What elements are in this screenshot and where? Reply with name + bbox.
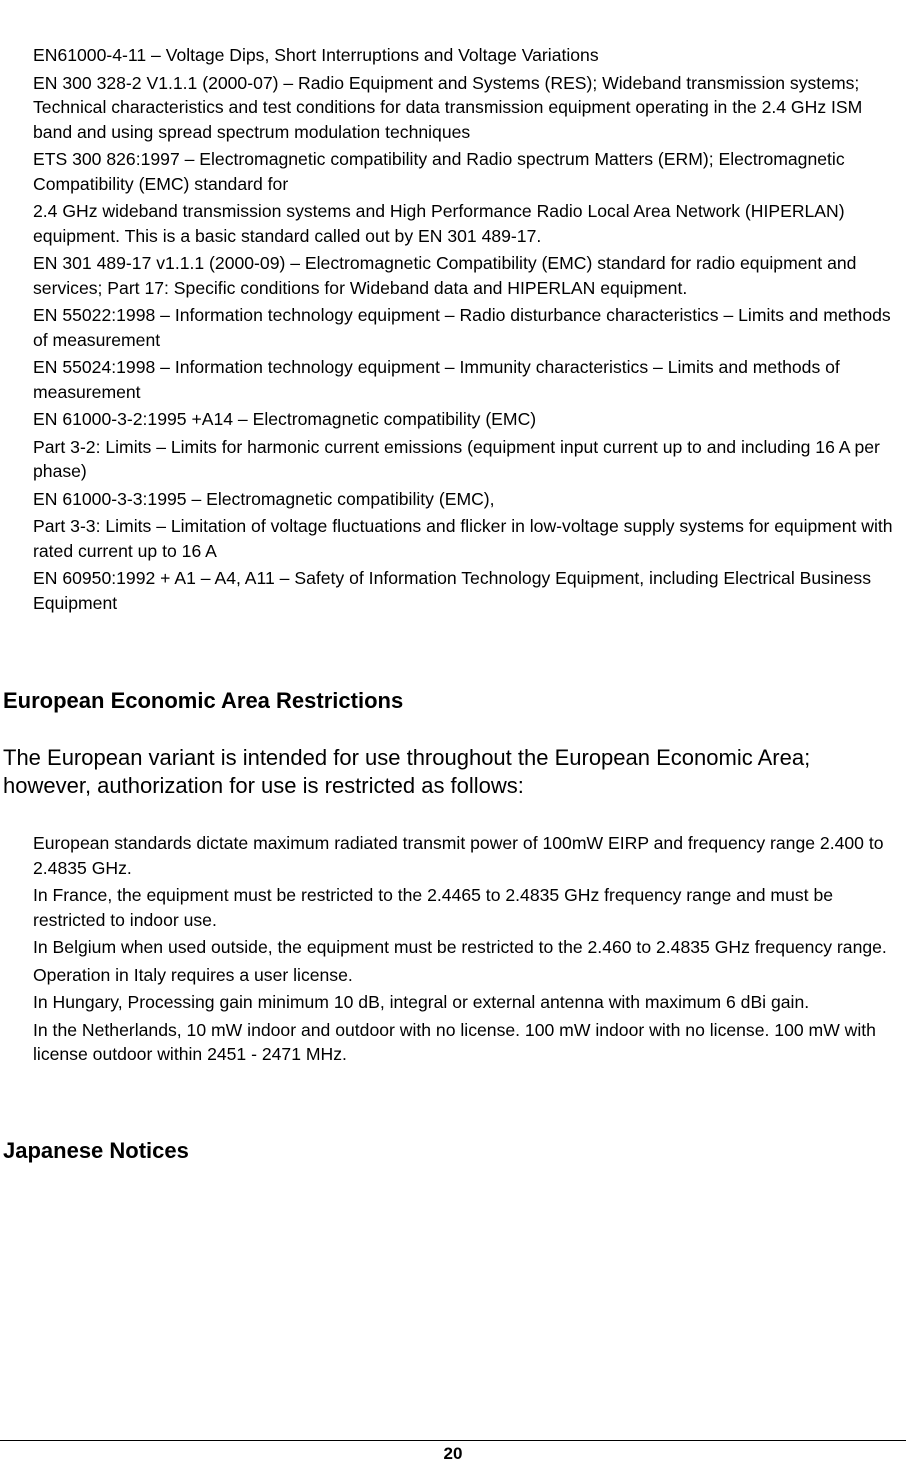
eea-restrictions-list bbox=[33, 831, 903, 1070]
standard-item: EN 55024:1998 – Information technology equipment – Immunity characteristics – Limits and methods of measurement bbox=[33, 357, 840, 402]
standard-item: 2.4 GHz wideband transmission systems and High Performance Radio Local Area Network (HIPERLAN) equipment. This is a basic standard called out by EN 301 489-17. bbox=[33, 201, 845, 246]
restriction-item: In France, the equipment must be restricted to the 2.4465 to 2.4835 GHz frequency range and must be restricted to indoor use. bbox=[33, 885, 834, 930]
standard-item: Part 3-3: Limits – Limitation of voltage fluctuations and flicker in low-voltage supply systems for equipment with rated current up to 16 A bbox=[33, 516, 893, 561]
standard-item: Part 3-2: Limits – Limits for harmonic current emissions (equipment input current up to and including 16 A per phase) bbox=[33, 436, 880, 481]
japanese-notices-heading: Japanese Notices bbox=[3, 1138, 189, 1163]
restriction-item: Operation in Italy requires a user license. bbox=[33, 964, 353, 985]
restriction-item: In Hungary, Processing gain minimum 10 dB, integral or external antenna with maximum 6 dBi gain. bbox=[33, 992, 810, 1012]
standard-item: EN 301 489-17 v1.1.1 (2000-09) – Electromagnetic Compatibility (EMC) standard for radio equipment and services; Part 17: Specific conditions for Wideband data and HIPERLAN equipment. bbox=[33, 253, 857, 298]
standard-item: ETS 300 826:1997 – Electromagnetic compatibility and Radio spectrum Matters (ERM); Electromagnetic Compatibility (EMC) standard for bbox=[33, 149, 845, 194]
standard-item: EN 300 328-2 V1.1.1 (2000-07) – Radio Equipment and Systems (RES); Wideband transmission systems; Technical characteristics and test conditions for data transmission equipment operating in the 2.4 GHz ISM band and using spread spectrum modulation techniques bbox=[33, 72, 863, 142]
eea-restrictions-heading: European Economic Area Restrictions bbox=[3, 688, 404, 713]
page-number: 20 bbox=[443, 1444, 463, 1463]
standard-item: EN 61000-3-2:1995 +A14 – Electromagnetic compatibility (EMC) bbox=[33, 409, 537, 429]
standard-item: EN 60950:1992 + A1 – A4, A11 – Safety of Information Technology Equipment, including Electrical Business Equipment bbox=[33, 568, 872, 613]
standard-item: EN 55022:1998 – Information technology equipment – Radio disturbance characteristics – Limits and methods of measurement bbox=[33, 305, 891, 350]
restriction-item: European standards dictate maximum radiated transmit power of 100mW EIRP and frequency range 2.400 to 2.4835 GHz. bbox=[33, 833, 884, 878]
restriction-item: In Belgium when used outside, the equipment must be restricted to the 2.460 to 2.4835 GHz frequency range. bbox=[33, 937, 887, 957]
restriction-item: In the Netherlands, 10 mW indoor and outdoor with no license. 100 mW indoor with no license. 100 mW with license outdoor within 2451 - 2471 MHz. bbox=[33, 1019, 876, 1064]
footer-divider bbox=[0, 1440, 906, 1441]
standard-item: EN61000-4-11 – Voltage Dips, Short Interruptions and Voltage Variations bbox=[33, 45, 599, 65]
standards-list bbox=[33, 43, 899, 618]
eea-intro-paragraph: The European variant is intended for use throughout the European Economic Area; however, authorization for use is restricted as follows: bbox=[3, 745, 811, 798]
standard-item: EN 61000-3-3:1995 – Electromagnetic compatibility (EMC), bbox=[33, 488, 495, 509]
